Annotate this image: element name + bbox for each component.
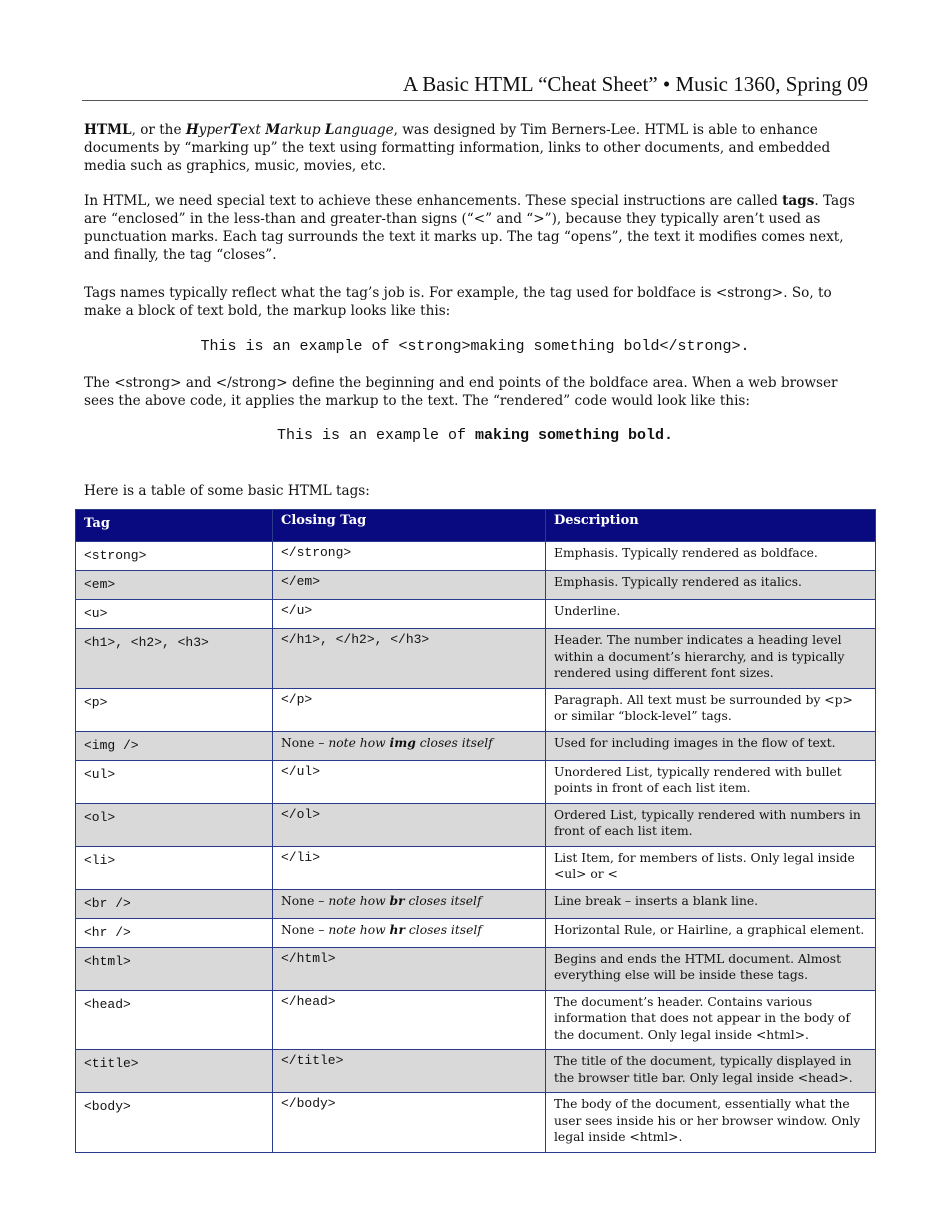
intro-paragraph-4: The <strong> and </strong> define the beginning and end points of the boldface area. When a web browser sees the above code, it applies the markup to the text. The “rendered” code would look like this: <box>84 375 838 409</box>
description-cell: Line break – inserts a blank line. <box>546 889 876 918</box>
tags-term: tags <box>782 193 815 209</box>
table-row <box>76 600 876 629</box>
table-row <box>76 918 876 947</box>
closing-tag-cell: </h1>, </h2>, </h3> <box>273 629 546 689</box>
tag-cell: <body> <box>76 1093 273 1153</box>
code-example-rendered: This is an example of making something bold. <box>276 427 674 444</box>
closing-tag-cell: </body> <box>273 1093 546 1153</box>
table-row <box>76 846 876 889</box>
html-term: HTML <box>84 122 132 138</box>
table-intro: Here is a table of some basic HTML tags: <box>84 483 370 499</box>
tag-cell: <u> <box>76 600 273 629</box>
closing-tag-cell: </p> <box>273 688 546 731</box>
tag-cell: <h1>, <h2>, <h3> <box>76 629 273 689</box>
closing-tag-cell: </html> <box>273 947 546 990</box>
table-row <box>76 731 876 760</box>
closing-tag-cell: </em> <box>273 571 546 600</box>
closing-tag-cell: None – note how img closes itself <box>273 731 546 760</box>
closing-tag-cell: </ol> <box>273 803 546 846</box>
intro-paragraph-1: HTML, or the HyperText Markup Language, was designed by Tim Berners-Lee. HTML is able to enhance documents by “marking up” the text using formatting information, links to other documents, and embedded media such as graphics, music, movies, etc. <box>84 122 831 174</box>
description-cell: Horizontal Rule, or Hairline, a graphical element. <box>546 918 876 947</box>
closing-tag-cell: </title> <box>273 1050 546 1093</box>
description-cell: Ordered List, typically rendered with numbers in front of each list item. <box>546 803 876 846</box>
description-cell: The document’s header. Contains various information that does not appear in the body of the document. Only legal inside <html>. <box>546 990 876 1050</box>
table-row <box>76 889 876 918</box>
closing-tag-cell: </u> <box>273 600 546 629</box>
table-row <box>76 947 876 990</box>
tag-cell: <li> <box>76 846 273 889</box>
description-cell: Emphasis. Typically rendered as boldface. <box>546 542 876 571</box>
intro-paragraph-3: Tags names typically reflect what the tag’s job is. For example, the tag used for boldface is <strong>. So, to make a block of text bold, the markup looks like this: <box>84 285 832 319</box>
intro-paragraph-2: In HTML, we need special text to achieve these enhancements. These special instructions are called tags. Tags are “enclosed” in the less-than and greater-than signs (“<” and “>”), because they typically aren’t used as punctuation marks. Each tag surrounds the text it marks up. The tag “opens”, the text it modifies comes next, and finally, the tag “closes”. <box>84 193 855 263</box>
closing-tag-cell: </ul> <box>273 760 546 803</box>
closing-tag-cell: </li> <box>273 846 546 889</box>
tag-cell: <ol> <box>76 803 273 846</box>
closing-tag-cell: None – note how br closes itself <box>273 889 546 918</box>
description-cell: Underline. <box>546 600 876 629</box>
page-title: A Basic HTML “Cheat Sheet” • Music 1360, Spring 09 <box>82 70 868 101</box>
tag-cell: <ul> <box>76 760 273 803</box>
table-row <box>76 1050 876 1093</box>
tag-cell: <img /> <box>76 731 273 760</box>
tag-cell: <title> <box>76 1050 273 1093</box>
tag-cell: <html> <box>76 947 273 990</box>
header-closing-tag: Closing Tag <box>273 510 546 542</box>
closing-tag-cell: </head> <box>273 990 546 1050</box>
closing-tag-cell: None – note how hr closes itself <box>273 918 546 947</box>
description-cell: Begins and ends the HTML document. Almost everything else will be inside these tags. <box>546 947 876 990</box>
header-tag: Tag <box>76 510 273 542</box>
description-cell: The title of the document, typically displayed in the browser title bar. Only legal inside <head>. <box>546 1050 876 1093</box>
code-example-markup: This is an example of <strong>making something bold</strong>. <box>200 338 750 355</box>
description-cell: Used for including images in the flow of text. <box>546 731 876 760</box>
table-row <box>76 990 876 1050</box>
table-row <box>76 542 876 571</box>
description-cell: The body of the document, essentially what the user sees inside his or her browser window. Only legal inside <html>. <box>546 1093 876 1153</box>
header-description: Description <box>546 510 876 542</box>
table-row <box>76 1093 876 1153</box>
tag-cell: <strong> <box>76 542 273 571</box>
description-cell: Emphasis. Typically rendered as italics. <box>546 571 876 600</box>
description-cell: List Item, for members of lists. Only legal inside <ul> or < <box>546 846 876 889</box>
table-header-row <box>76 510 876 542</box>
tag-cell: <em> <box>76 571 273 600</box>
closing-tag-cell: </strong> <box>273 542 546 571</box>
table-row <box>76 803 876 846</box>
tag-cell: <br /> <box>76 889 273 918</box>
table-row <box>76 629 876 689</box>
tag-cell: <hr /> <box>76 918 273 947</box>
tag-cell: <p> <box>76 688 273 731</box>
description-cell: Header. The number indicates a heading level within a document’s hierarchy, and is typically rendered using different font sizes. <box>546 629 876 689</box>
table-row <box>76 760 876 803</box>
description-cell: Paragraph. All text must be surrounded by <p> or similar “block-level” tags. <box>546 688 876 731</box>
tag-cell: <head> <box>76 990 273 1050</box>
html-tags-table <box>75 509 876 1153</box>
description-cell: Unordered List, typically rendered with bullet points in front of each list item. <box>546 760 876 803</box>
table-row <box>76 571 876 600</box>
table-row <box>76 688 876 731</box>
